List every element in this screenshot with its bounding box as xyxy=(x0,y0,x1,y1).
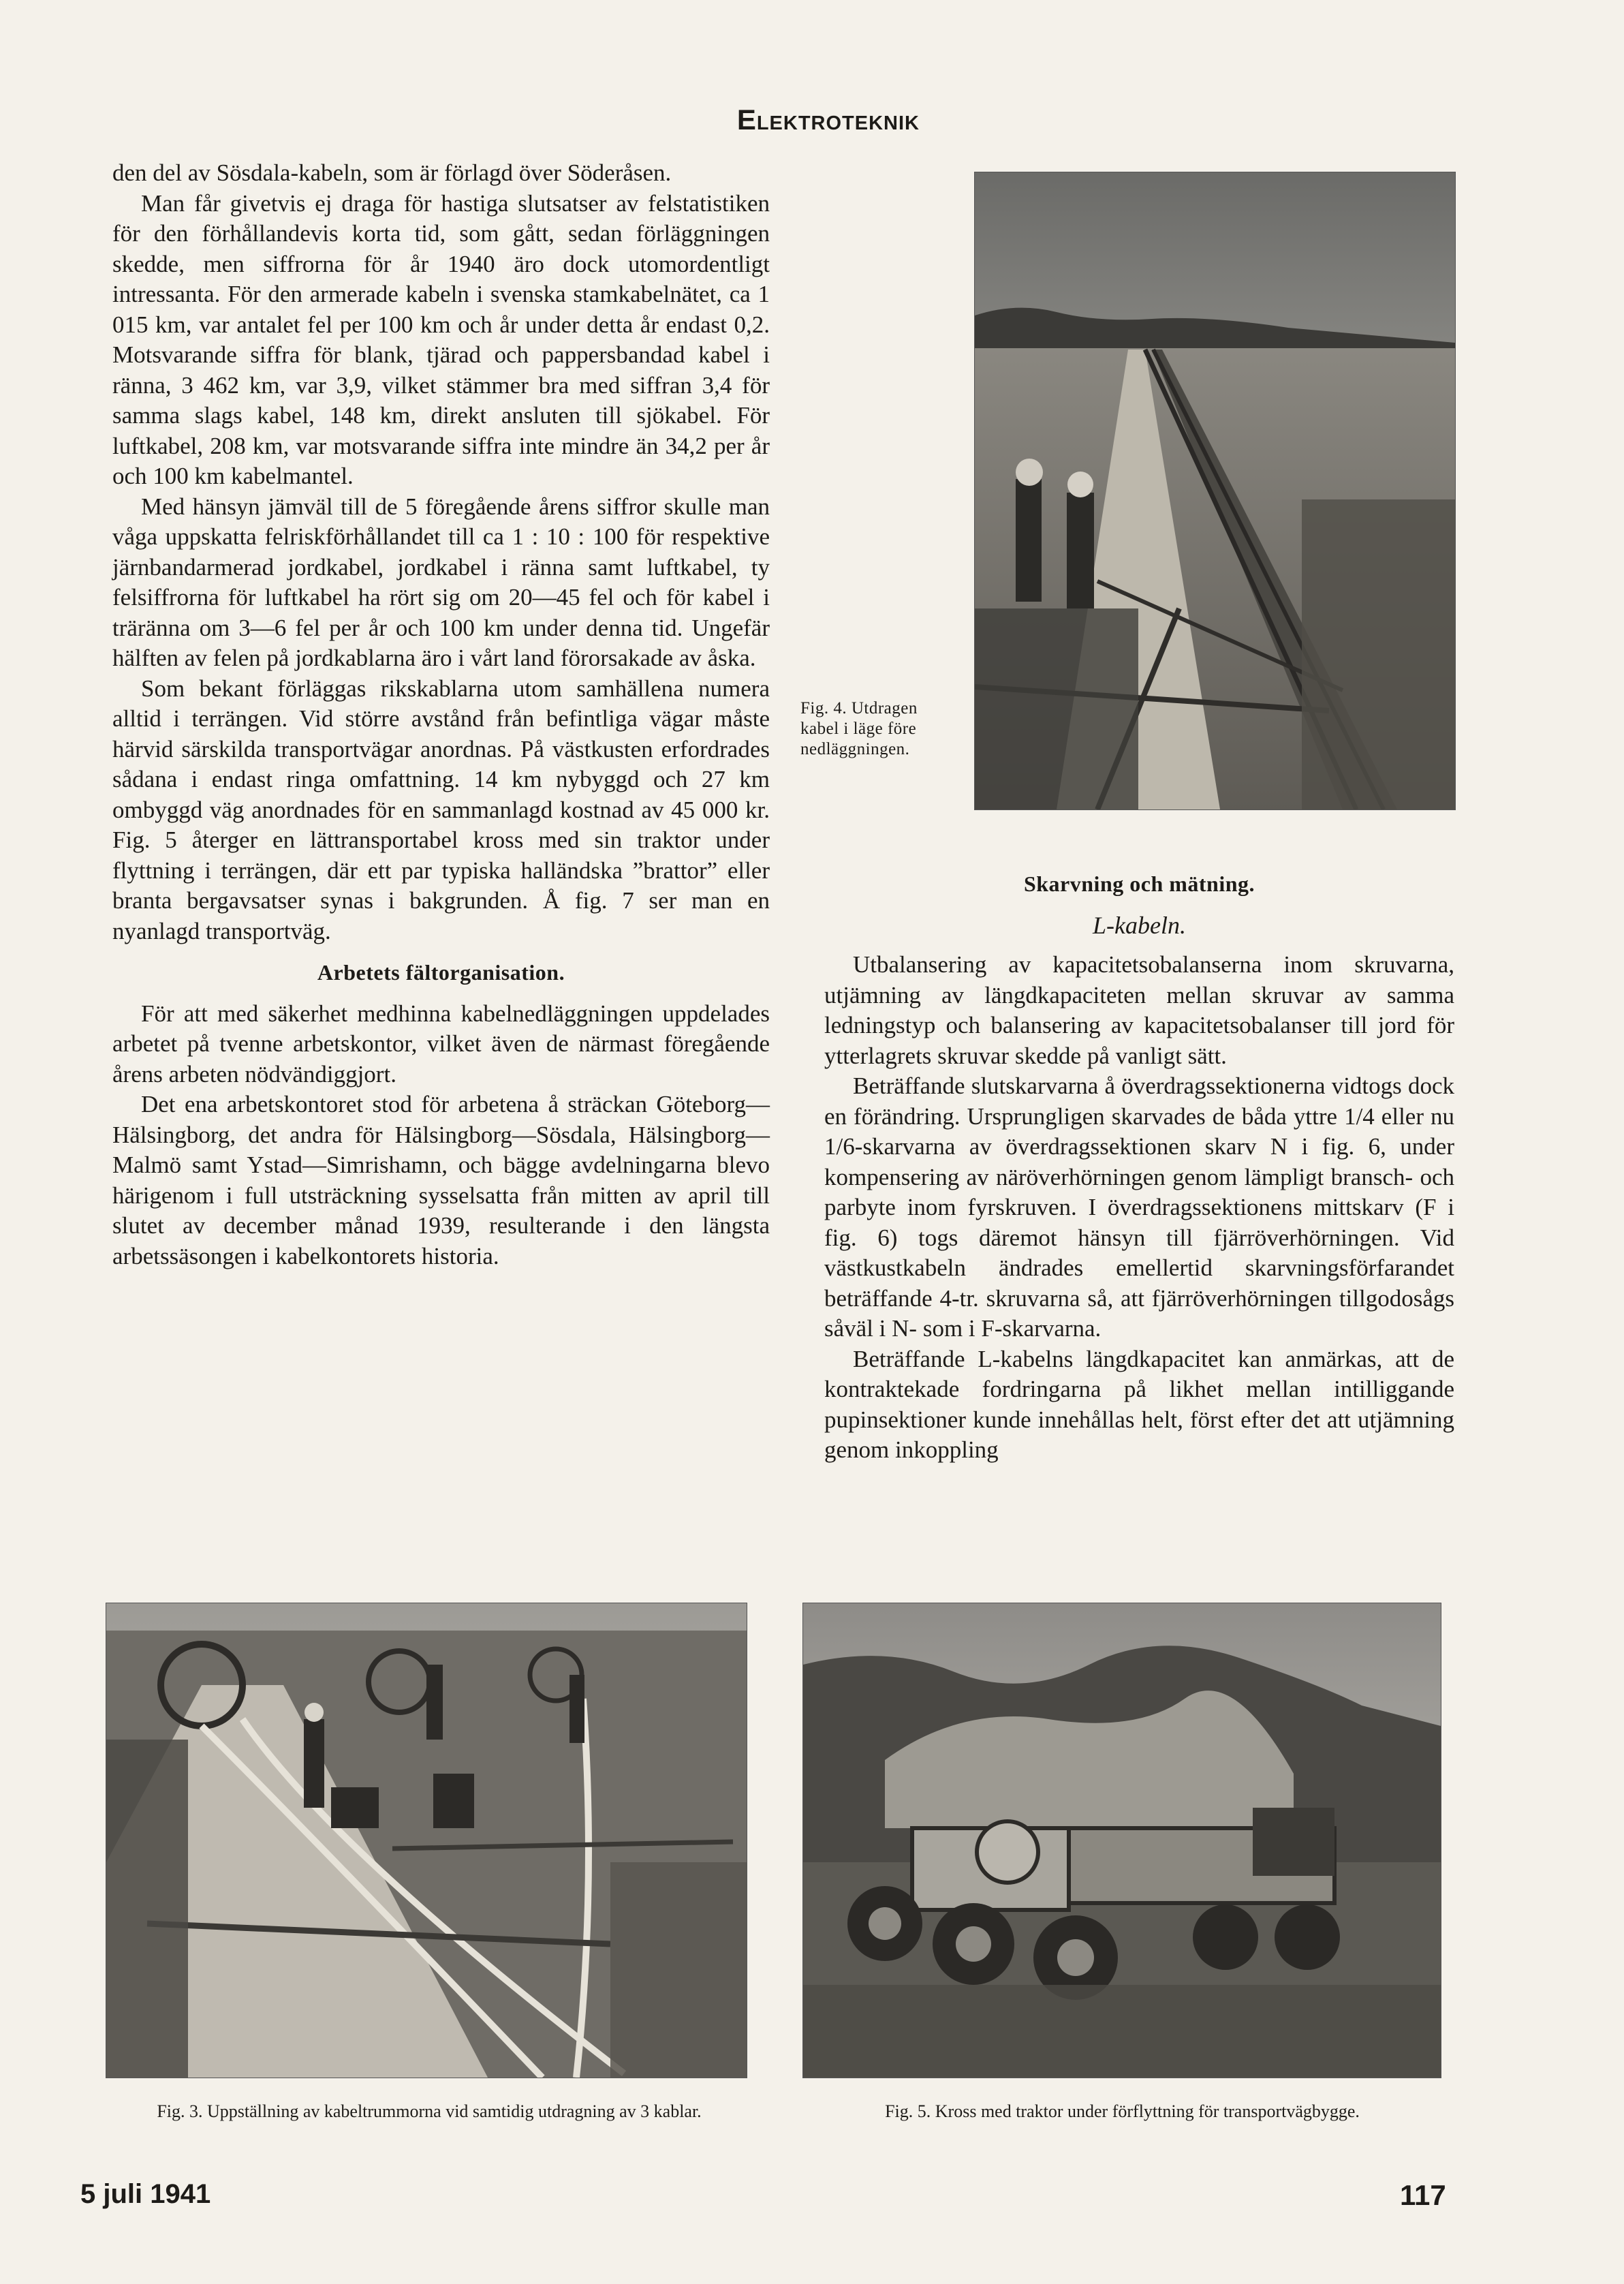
paragraph: Beträffande slutskarvarna å överdragssektionerna vidtogs dock en förändring. Ursprungligen skarvades de båda yttre 1/4 eller nu 1/6-skarvarna av överdragssektionen skarv N i fig. 6, under kompensering av näröverhörningen genom lämpligt bransch- och parbyte inom fyrskruven. I överdragssektionens mittskarv (F i fig. 6) togs däremot hänsyn till fjärröverhörningen. Vid västkustkabeln ändrades emellertid skarvningsförfarandet beträffande 4-tr. skruvarna så, att fjärröverhörningen tillgodosågs såväl i N- som i F-skarvarna. xyxy=(824,1072,1454,1342)
paragraph: Beträffande L-kabelns längdkapacitet kan anmärkas, att de kontraktekade fordringarna på likhet mellan intilliggande pupinsektioner kunde innehållas helt, först efter det att utjämning genom inkoppling xyxy=(824,1345,1454,1463)
subheading: L-kabeln. xyxy=(1093,911,1186,939)
fig3-caption: Fig. 3. Uppställning av kabeltrummorna vid samtidig utdragning av 3 kablar. xyxy=(157,2101,702,2121)
paragraph: Utbalansering av kapacitetsobalanserna inom skruvarna, utjämning av längdkapaciteten mellan skruvar av samma ledningstyp och balansering av kapacitetsobalanser till jord för ytterlagrets skruvar skedde på vanligt sätt. xyxy=(824,951,1454,1069)
section-heading: Arbetets fältorganisation. xyxy=(317,960,565,985)
right-text-column xyxy=(824,869,1454,1466)
paragraph: För att med säkerhet medhinna kabelnedläggningen uppdelades arbetet på tvenne arbetskontor, vilket även de närmast föregående årens arbeten nödvändiggjort. xyxy=(112,1000,770,1087)
fig3-photo xyxy=(106,1603,747,2078)
fig4-photo xyxy=(974,172,1456,810)
paragraph: Med hänsyn jämväl till de 5 föregående årens siffror skulle man våga uppskatta felriskförhållandet till ca 1 : 10 : 100 för respektive järnbandarmerad jordkabel, jordkabel i ränna samt luftkabel, ty felsiffrorna för luftkabel ha rört sig om 20—45 fel och för kabel i träränna om 3—6 fel per år och 100 km under denna tid. Ungefär hälften av felen på jordkablarna äro i vårt land förorsakade av åska. xyxy=(112,493,770,671)
issue-date: 5 juli 1941 xyxy=(80,2179,211,2209)
page-number: 117 xyxy=(1400,2179,1446,2211)
section-header: Elektroteknik xyxy=(736,104,920,136)
section-heading: Skarvning och mätning. xyxy=(1023,871,1255,896)
fig5-caption: Fig. 5. Kross med traktor under förflyttning för transportvägbygge. xyxy=(885,2101,1360,2121)
paragraph: Det ena arbetskontoret stod för arbetena å sträckan Göteborg—Hälsingborg, det andra för Hälsingborg—Sösdala, Hälsingborg—Malmö samt Ystad—Simrishamn, och bägge avdelningarna blevo härigenom i full utsträckning sysselsatta från mitten av april till slutet av december månad 1939, resulterande i den längsta arbetssäsongen i kabelkontorets historia. xyxy=(112,1091,770,1269)
fig5-photo xyxy=(802,1603,1441,2078)
paragraph: den del av Sösdala-kabeln, som är förlagd över Söderåsen. xyxy=(112,159,672,186)
left-text-column xyxy=(112,158,770,1271)
paragraph: Man får givetvis ej draga för hastiga slutsatser av felstatistiken för den förhållandevis korta tid, som gått, sedan förläggningen skedde, men siffrorna för år 1940 äro dock utomordentligt intressanta. För den armerade kabeln i svenska stamkabelnätet, ca 1 015 km, var antalet fel per 100 km och år under detta år endast 0,2. Motsvarande siffra för blank, tjärad och pappersbandad kabel i ränna, 3 462 km, var 3,9, vilket stämmer bra med siffran 3,4 för samma slags kabel, 148 km, direkt ansluten till sjökabel. För luftkabel, 208 km, var motsvarande siffra inte mindre än 34,2 per år och 100 km kabelmantel. xyxy=(112,189,770,489)
fig4-caption: Fig. 4. Utdragen kabel i läge före nedläggningen. xyxy=(800,699,918,758)
paragraph: Som bekant förläggas rikskablarna utom samhällena numera alltid i terrängen. Vid större avstånd från befintliga vägar måste härvid särskilda transportvägar anordnas. På västkusten erfordrades sådana i endast ringa omfattning. 14 km nybyggd och 27 km ombyggd väg anordnades för en sammanlagd kostnad av 45 000 kr. Fig. 5 återger en lättransportabel kross med sin traktor under flyttning i terrängen, där ett par typiska halländska ”brattor” eller branta bergavsatser synas i bakgrunden. Å fig. 7 ser man en nyanlagd transportväg. xyxy=(112,675,770,944)
